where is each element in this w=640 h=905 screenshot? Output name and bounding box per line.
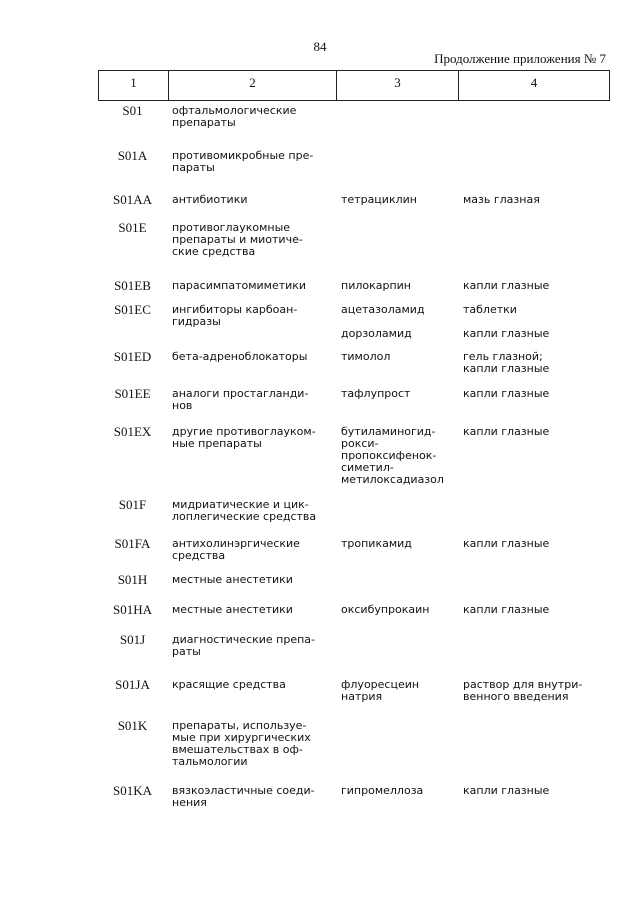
atc-code: S01EB bbox=[114, 278, 151, 293]
header-col-2: 2 bbox=[168, 71, 336, 100]
atc-code: S01EC bbox=[114, 302, 151, 317]
group-name: антихолинэргические средства bbox=[172, 537, 300, 562]
drug-name: тафлупрост bbox=[341, 387, 411, 400]
group-name: аналоги простагланди- нов bbox=[172, 387, 309, 412]
drug-name-cell bbox=[341, 538, 459, 550]
atc-code: S01FA bbox=[114, 536, 151, 551]
atc-code: S01AA bbox=[112, 192, 152, 207]
group-name: диагностические препа- раты bbox=[172, 633, 316, 658]
drug-name-cell bbox=[341, 388, 459, 400]
drug-name-cell bbox=[341, 604, 459, 616]
atc-code: S01E bbox=[118, 220, 147, 235]
drug-name: тропикамид bbox=[341, 537, 412, 550]
group-name: противомикробные пре- параты bbox=[172, 149, 314, 174]
group-name: местные анестетики bbox=[172, 603, 293, 616]
drug-name-cell bbox=[341, 280, 459, 292]
atc-code: S01F bbox=[118, 497, 147, 512]
drug-name-cell bbox=[341, 785, 459, 797]
atc-code: S01EX bbox=[113, 424, 152, 439]
group-name: другие противоглауком- ные препараты bbox=[172, 425, 316, 450]
drug-name: дорзоламид bbox=[341, 327, 412, 340]
dosage-form: гель глазной; капли глазные bbox=[463, 350, 550, 375]
atc-code: S01HA bbox=[112, 602, 152, 617]
atc-code: S01ED bbox=[113, 349, 152, 364]
header-col-4: 4 bbox=[458, 71, 609, 100]
group-name: антибиотики bbox=[172, 193, 248, 206]
atc-code: S01H bbox=[117, 572, 148, 587]
drug-name: флуоресцеин натрия bbox=[341, 678, 420, 703]
atc-code: S01J bbox=[119, 632, 146, 647]
dosage-form: капли глазные bbox=[463, 279, 550, 292]
drug-name: гипромеллоза bbox=[341, 784, 424, 797]
drug-name: пилокарпин bbox=[341, 279, 412, 292]
group-name: местные анестетики bbox=[172, 573, 293, 586]
dosage-form: капли глазные bbox=[463, 603, 550, 616]
dosage-form: капли глазные bbox=[463, 425, 550, 438]
group-name: противоглаукомные препараты и миотиче- ские средства bbox=[172, 221, 303, 258]
drug-name-cell bbox=[341, 679, 459, 703]
header-col-3: 3 bbox=[336, 71, 458, 100]
page-number: 84 bbox=[313, 39, 327, 54]
dosage-form: таблетки bbox=[463, 303, 517, 316]
drug-name-cell bbox=[341, 194, 459, 206]
dosage-form: мазь глазная bbox=[463, 193, 540, 206]
drug-name: тимолол bbox=[341, 350, 391, 363]
group-name: вязкоэластичные соеди- нения bbox=[172, 784, 315, 809]
drug-name: бутиламиногид- рокси- пропоксифенок- симетил- метилоксадиазол bbox=[341, 425, 444, 486]
drug-name-cell bbox=[341, 426, 459, 486]
header-col-1: 1 bbox=[130, 75, 137, 90]
group-name: парасимпатомиметики bbox=[172, 279, 307, 292]
atc-code: S01K bbox=[117, 718, 148, 733]
table-header bbox=[98, 70, 610, 101]
dosage-form: капли глазные bbox=[463, 537, 550, 550]
group-name: бета-адреноблокаторы bbox=[172, 350, 308, 363]
atc-code: S01 bbox=[122, 103, 143, 118]
group-name: ингибиторы карбоан- гидразы bbox=[172, 303, 298, 328]
drug-name: ацетазоламид bbox=[341, 303, 425, 316]
dosage-form: капли глазные bbox=[463, 327, 550, 340]
atc-code: S01A bbox=[117, 148, 148, 163]
group-name: мидриатические и цик- лоплегические средства bbox=[172, 498, 317, 523]
dosage-form: капли глазные bbox=[463, 387, 550, 400]
drug-name-cell bbox=[341, 328, 459, 340]
atc-code: S01JA bbox=[115, 677, 150, 692]
group-name: препараты, используе- мые при хирургических вмешательствах в оф- тальмологии bbox=[172, 719, 311, 768]
drug-name-cell bbox=[341, 351, 459, 363]
group-name: офтальмологические препараты bbox=[172, 104, 297, 129]
drug-name: тетрациклин bbox=[341, 193, 417, 206]
continuation-note: Продолжение приложения № 7 bbox=[434, 51, 606, 66]
dosage-form: раствор для внутри- венного введения bbox=[463, 678, 583, 703]
group-name: красящие средства bbox=[172, 678, 286, 691]
atc-code: S01KA bbox=[112, 783, 152, 798]
atc-code: S01EE bbox=[114, 386, 151, 401]
drug-name: оксибупрокаин bbox=[341, 603, 430, 616]
drug-name-cell bbox=[341, 304, 459, 316]
dosage-form: капли глазные bbox=[463, 784, 550, 797]
